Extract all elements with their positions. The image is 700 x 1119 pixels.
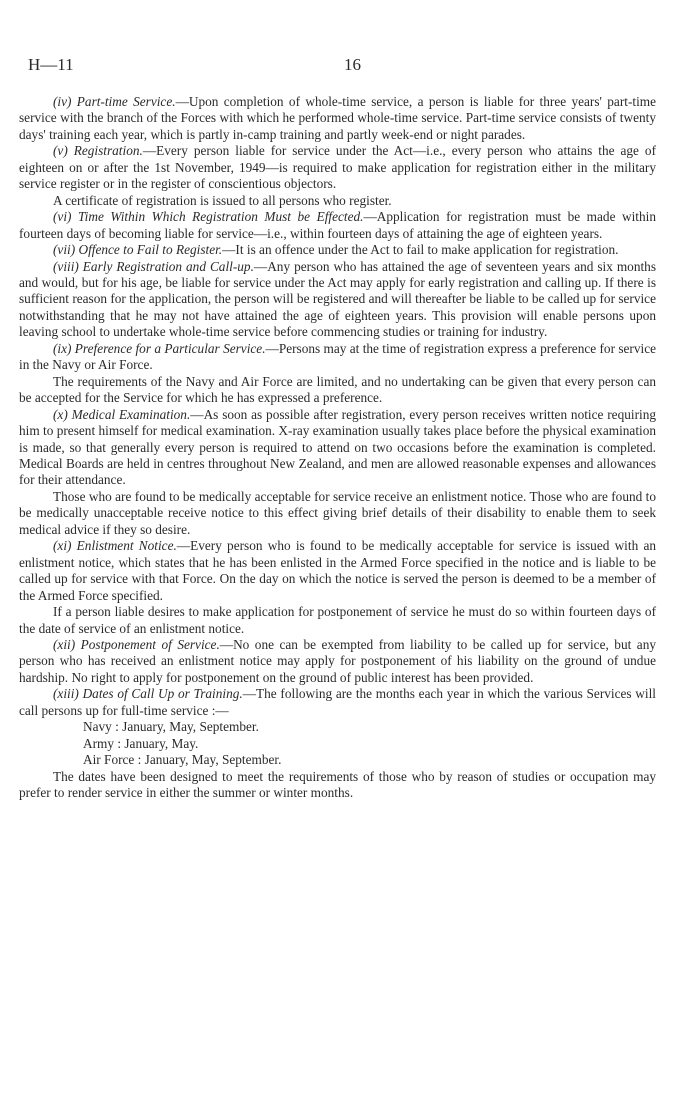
paragraph-text: —Any person who has attained the age of seventeen years and six months and would, but for his age, be liable for service under the Act may apply for early registration and calling up. If there is sufficient reason for the application, the person will be registered and will thereafter be liable to be called up for service notwithstanding that he may not have attained the age of eighteen years. This provision will enable persons upon leaving school to undertake whole-time service before commencing studies or training for industry. [19, 258, 656, 340]
paragraph-heading: (viii) Early Registration and Call-up. [53, 258, 254, 274]
paragraph-text: If a person liable desires to make application for postponement of service he must do so within fourteen days of the date of service of an enlistment notice. [19, 604, 656, 636]
paragraph-postponement-of-service [19, 637, 656, 686]
paragraph-enlistment-notice [19, 538, 656, 604]
document-reference: H—11 [28, 55, 74, 74]
paragraph-offence [19, 242, 656, 258]
paragraph-certificate [19, 193, 656, 209]
paragraph-requirements [19, 374, 656, 407]
paragraph-text: Those who are found to be medically acceptable for service receive an enlistment notice. Those who are found to be medically unacceptable receive notice to this effect giving brief details of their disability to enable them to seek medical advice if they so desire. [19, 488, 656, 537]
paragraph-medical-examination [19, 407, 656, 489]
page-header [28, 55, 652, 77]
paragraph-registration-time [19, 209, 656, 242]
paragraph-heading: (vii) Offence to Fail to Register. [53, 242, 223, 258]
paragraph-text: The requirements of the Navy and Air Force are limited, and no undertaking can be given that every person can be accepted for the Service for which he has expressed a preference. [19, 373, 656, 406]
paragraph-early-registration [19, 259, 656, 341]
paragraph-text: —As soon as possible after registration, every person receives written notice requiring him to present himself for medical examination. X-ray examination usually takes place before the physical examination is made, so that generally every person is required to attend on two occasions before the examination is completed. Medical Boards are held in centres throughout New Zealand, and men are allowed reasonable expenses and allowances for their attendance. [19, 406, 656, 488]
paragraph-text: —The following are the months each year in which the various Services will call persons up for full-time service :— [19, 686, 656, 718]
paragraph-text: —It is an offence under the Act to fail to make application for registration. [222, 242, 619, 258]
paragraph-text: —Persons may at the time of registration express a preference for service in the Navy or Air Force. [19, 340, 656, 373]
paragraph-text: —Every person who is found to be medically acceptable for service is issued with an enlistment notice, which states that he has been enlisted in the Armed Force specified in the notice and is liable to be called up for service with that Force. On the day on which the notice is served the person is deemed to be a member of the Armed Force specified. [19, 538, 656, 603]
paragraph-registration [19, 143, 656, 192]
paragraph-heading: (x) Medical Examination. [53, 406, 191, 422]
paragraph-text: —Every person liable for service under the Act—i.e., every person who attains the age of eighteen on or after the 1st November, 1949—is required to make application for registration either in the military service register or in the register of conscientious objectors. [19, 143, 656, 192]
paragraph-text: —No one can be exempted from liability to be called up for service, but any person who has received an enlistment notice may apply for postponement of his liability on the ground of undue hardship. No right to apply for postponement on the ground of public interest has been provided. [19, 636, 656, 685]
call-up-army: Army : January, May. [83, 735, 199, 751]
paragraph-text: A certificate of registration is issued to all persons who register. [53, 192, 392, 208]
paragraph-heading: (vi) Time Within Which Registration Must be Effected. [53, 209, 364, 225]
paragraph-text: —Application for registration must be made within fourteen days of becoming liable for service—i.e., within fourteen days of attaining the age of eighteen years. [19, 209, 656, 241]
paragraph-medical-outcome [19, 489, 656, 538]
paragraph-heading: (xiii) Dates of Call Up or Training. [53, 686, 243, 702]
paragraph-closing: The dates have been designed to meet the requirements of those who by reason of studies or occupation may prefer to render service in either the summer or winter months. [19, 768, 656, 801]
paragraph-call-up-dates [19, 686, 656, 719]
paragraph-preference [19, 341, 656, 374]
page-number: 16 [344, 55, 361, 74]
paragraph-heading: (xii) Postponement of Service. [53, 636, 220, 652]
paragraph-heading: (ix) Preference for a Particular Service. [53, 340, 266, 356]
document-body [19, 94, 656, 801]
paragraph-part-time-service [19, 94, 656, 143]
call-up-navy: Navy : January, May, September. [83, 719, 259, 735]
paragraph-heading: (v) Registration. [53, 143, 143, 159]
paragraph-heading: (xi) Enlistment Notice. [53, 538, 177, 554]
paragraph-text: —Upon completion of whole-time service, a person is liable for three years' part-time service with the branch of the Forces with which he performed whole-time service. Part-time service consists of twenty days' training each year, which is partly in-camp training and partly week-end or night parades. [19, 94, 657, 142]
paragraph-heading: (iv) Part-time Service. [53, 94, 176, 109]
call-up-air-force: Air Force : January, May, September. [83, 752, 282, 768]
paragraph-postponement-application [19, 604, 656, 637]
